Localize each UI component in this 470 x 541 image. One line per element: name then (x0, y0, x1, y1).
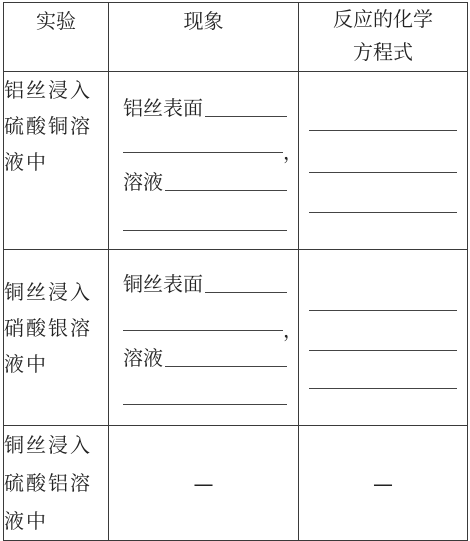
header-phenomenon-label: 现象 (183, 9, 224, 33)
header-experiment-label: 实验 (36, 9, 76, 33)
answer-blank[interactable] (165, 190, 287, 191)
experiment-cell (4, 72, 109, 250)
solution-label: 溶液 (123, 346, 163, 370)
answer-blank[interactable] (205, 292, 287, 293)
answer-blank[interactable] (165, 366, 287, 367)
experiment-text-line: 铜丝浸入 (4, 280, 92, 304)
equation-blank[interactable] (309, 388, 457, 389)
equation-blank[interactable] (309, 130, 457, 131)
answer-blank[interactable] (123, 152, 283, 153)
experiment-text-line: 铝丝浸入 (4, 78, 92, 102)
answer-blank[interactable] (123, 230, 287, 231)
equation-blank[interactable] (309, 172, 457, 173)
header-phenomenon (109, 3, 299, 72)
phenomenon-cell (109, 250, 303, 426)
answer-blank[interactable] (123, 330, 283, 331)
answer-blank[interactable] (205, 116, 287, 117)
experiment-text-line: 液中 (4, 509, 48, 533)
experiment-text-line: 液中 (4, 352, 48, 376)
experiment-text-line: 铜丝浸入 (4, 433, 92, 457)
experiment-cell (4, 250, 109, 426)
comma-mark: ， (283, 140, 303, 164)
table-row (4, 426, 468, 541)
experiment-text-line: 硝酸银溶 (4, 316, 92, 340)
header-experiment (4, 3, 109, 72)
solution-label: 溶液 (123, 170, 163, 194)
phenomenon-cell (109, 426, 299, 541)
equation-blank[interactable] (309, 212, 457, 213)
none-dash: — (193, 471, 214, 496)
table-row (4, 72, 468, 250)
surface-label: 铜丝表面 (123, 272, 203, 296)
equation-cell (299, 250, 468, 426)
experiment-text-line: 液中 (4, 150, 48, 174)
header-equation-line2: 方程式 (353, 40, 413, 64)
experiment-text-line: 硫酸铝溶 (4, 471, 92, 495)
equation-blank[interactable] (309, 310, 457, 311)
table-header-row (4, 3, 468, 72)
header-equation (299, 3, 468, 72)
equation-blank[interactable] (309, 350, 457, 351)
equation-cell (299, 72, 468, 250)
surface-label: 铝丝表面 (123, 96, 203, 120)
header-equation-line1: 反应的化学 (333, 7, 433, 31)
equation-cell (299, 426, 468, 541)
experiment-text-line: 硫酸铜溶 (4, 114, 92, 138)
experiment-cell (4, 426, 109, 541)
answer-blank[interactable] (123, 404, 287, 405)
none-dash: — (373, 471, 393, 496)
table-row (4, 250, 468, 426)
comma-mark: ， (283, 318, 303, 342)
experiment-table (3, 2, 468, 541)
phenomenon-cell (109, 72, 303, 250)
